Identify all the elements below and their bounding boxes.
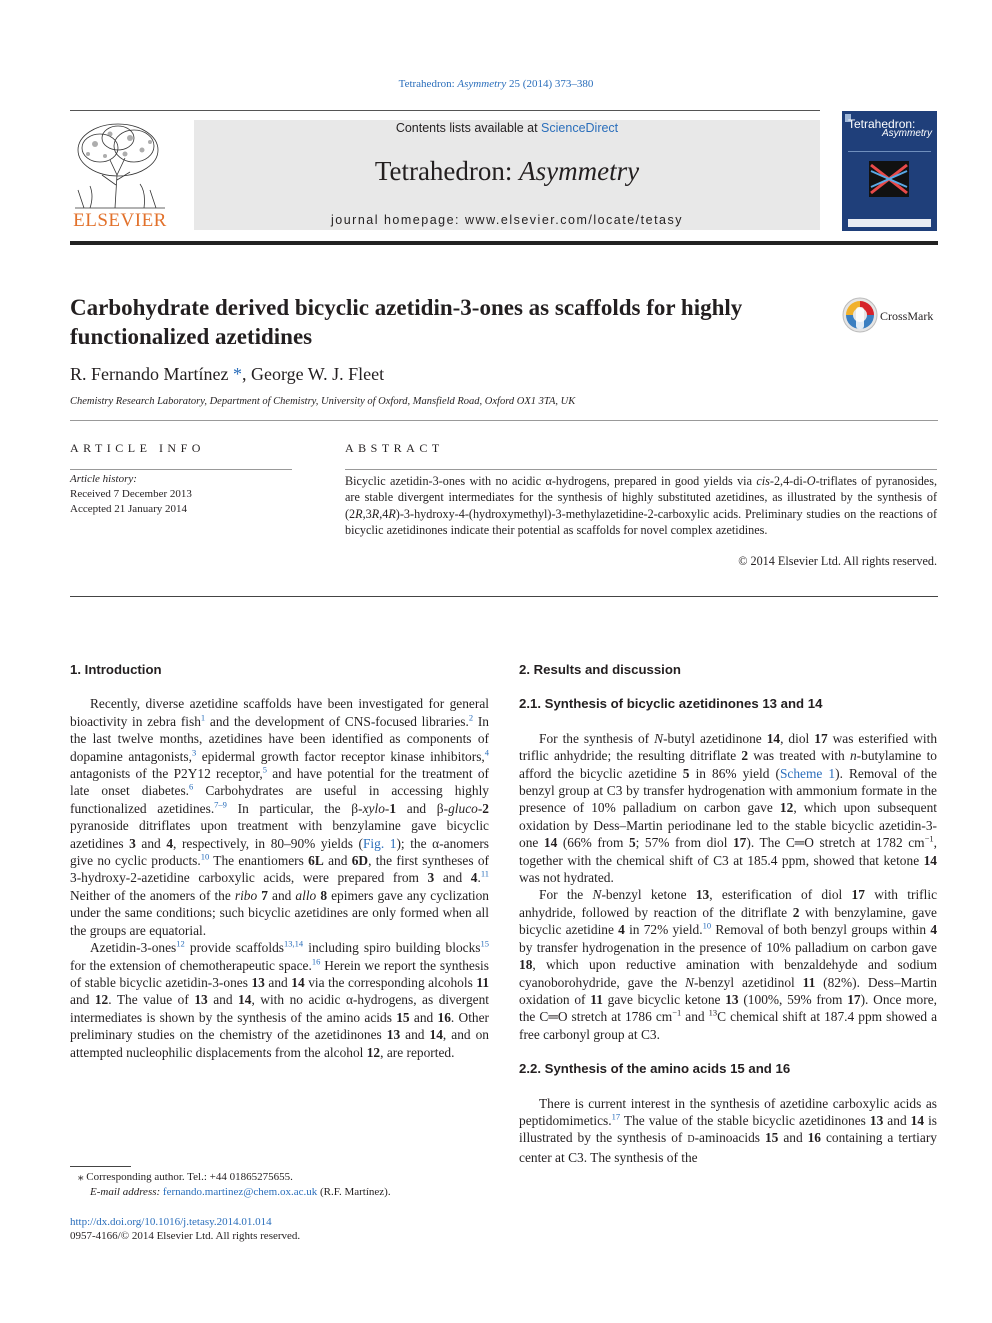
ref-link[interactable]: 6 xyxy=(189,781,194,792)
subsection-2-2-heading: 2.2. Synthesis of the amino acids 15 and 16 xyxy=(519,1061,791,1077)
article-info-heading: ARTICLE INFO xyxy=(70,441,205,455)
author-2[interactable]: George W. J. Fleet xyxy=(250,364,385,384)
article-title: Carbohydrate derived bicyclic azetidin-3-ones as scaffolds for highly functionalized azetidines xyxy=(70,295,743,349)
intro-paragraph-2: Azetidin-3-ones$^{12}$ provide scaffolds$^{13,14}$ including spiro building blocks$^{15}$ for the extension of chemotherapeutic space.$^{16}$ Herein we report the synthesis of stable bicyclic azetidin-3-ones 13 and 14 via the corresponding alcohols 11 and 12. The value of 13 and 14, with no acidic α-hydrogens, as divergent intermediates is shown by the synthesis of the amino acids 15 and 16. Other preliminary studies on the chemistry of the azetidinones 13 and 14, and on attempted nucleophilic displacements from the alcohol 12, are reported. xyxy=(70,938,490,1060)
issn-line: 0957-4166/© 2014 Elsevier Ltd. All rights reserved. xyxy=(70,1230,301,1242)
intro-heading: 1. Introduction xyxy=(70,662,162,677)
ref-link[interactable]: 4 xyxy=(484,747,489,758)
sciencedirect-link[interactable]: ScienceDirect xyxy=(541,121,619,135)
ref-link[interactable]: 7–9 xyxy=(214,799,227,810)
elsevier-wordmark[interactable]: ELSEVIER xyxy=(73,210,167,231)
figure-link[interactable]: Fig. 1 xyxy=(362,835,397,851)
ref-link[interactable]: 10 xyxy=(702,920,712,931)
crossmark-label[interactable]: CrossMark xyxy=(880,309,934,323)
footnote-corresponding: ⁎ Corresponding author. Tel.: +44 01865275655. xyxy=(78,1171,293,1183)
ref-link[interactable]: 12 xyxy=(176,938,185,949)
authors: R. Fernando Martínez *, George W. J. Fleet xyxy=(70,364,385,384)
ref-link[interactable]: 15 xyxy=(480,938,489,949)
results-paragraph-1: For the synthesis of N-butyl azetidinone 14, diol 17 was esterified with triflic anhydride; the resulting ditriflate 2 was treated with n-butylamine to afford the bicyclic azetidine 5 in 86% yield (Scheme 1). Removal of the benzyl group at C3 by transfer hydrogenation with ammonium formate in the presence of 10% palladium on carbon gave 12, which upon subsequent oxidation by Dess–Martin periodinane led to the stable bicyclic azetidin-3-one 14 (66% from 5; 57% from diol 17). The C═O stretch at 1782 $cm^{-1}$, together with the chemical shift of C3 at 185.4 ppm, showed that ketone 14 was not hydrated. xyxy=(519,730,938,886)
accepted-date: Accepted 21 January 2014 xyxy=(70,503,187,515)
abstract-bottom-rule xyxy=(70,596,938,597)
author-1[interactable]: R. Fernando Martínez xyxy=(70,364,229,384)
right-column xyxy=(519,661,937,1166)
history-label: Article history: xyxy=(70,473,137,485)
ref-link[interactable]: 16 xyxy=(311,956,321,967)
received-date: Received 7 December 2013 xyxy=(70,488,192,500)
intro-paragraph-1: Recently, diverse azetidine scaffolds have been investigated for general bioactivity in zebra fish$^1$ and the development of CNS-focused libraries.$^2$ In the last twelve months, azetidines have been identified as components of dopamine antagonists,$^3$ epidermal growth factor receptor kinase inhibitors,$^4$ antagonists of the P2Y12 receptor,$^5$ and have potential for the treatment of late onset diabetes.$^6$ Carbohydrates are useful in accessing highly functionalized azetidines.$^{7-9}$ In particular, the β-xylo-1 and β-gluco-2 pyranoside ditriflates upon treatment with benzylamine gave bicyclic azetidines 3 and 4, respectively, in 80–90% yields (Fig. 1); the α-anomers give no cyclic products.$^{10}$ The enantiomers 6L and 6D, the first syntheses of 3-hydroxy-2-azetidine carboxylic acids, were prepared from 3 and 4.11 Neither of the anomers of the ribo 7 and allo 8 epimers gave any cyclization under the same conditions; such bicyclic azetidines are only formed when all the groups are equatorial. xyxy=(70,696,489,938)
header-rule-bottom xyxy=(70,241,938,245)
ref-link[interactable]: 10 xyxy=(200,851,210,862)
scheme-link[interactable]: Scheme 1 xyxy=(779,765,836,781)
footnote-rule xyxy=(70,1166,131,1167)
abstract-copyright: © 2014 Elsevier Ltd. All rights reserved. xyxy=(738,554,937,568)
footnote-email: E-mail address: fernando.martinez@chem.ox.ac.uk (R.F. Martínez). xyxy=(90,1186,391,1198)
article-info-rule xyxy=(70,469,292,470)
cover-subtitle: Asymmetry xyxy=(882,128,932,139)
journal-homepage: journal homepage: www.elsevier.com/locate/tetasy xyxy=(330,213,684,227)
ref-link[interactable]: 17 xyxy=(611,1111,621,1122)
abstract-text: Bicyclic azetidin-3-ones with no acidic α-hydrogens, prepared in good yields via cis-2,4-di-O-triflates of pyranosides, are stable divergent intermediates for the synthesis of highly substituted azetidines, as illustrated by the synthesis of (2R,3R,4R)-3-hydroxy-4-(hydroxymethyl)-3-methylazetidine-2-carboxylic acids. Preliminary studies on the reactions of bicyclic azetidinones indicate their potential as scaffolds for novel complex azetidines. xyxy=(345,474,938,537)
contents-line: Contents lists available at ScienceDirect xyxy=(395,121,619,135)
journal-citation[interactable]: Tetrahedron: Asymmetry 25 (2014) 373–380 xyxy=(398,78,594,90)
journal-title: Tetrahedron: Asymmetry xyxy=(374,156,640,186)
journal-homepage-link[interactable]: www.elsevier.com/locate/tetasy xyxy=(465,213,684,227)
cover-title: Tetrahedron: xyxy=(848,117,916,131)
subsection-2-1-heading: 2.1. Synthesis of bicyclic azetidinones 13 and 14 xyxy=(519,696,823,712)
doi-link[interactable]: http://dx.doi.org/10.1016/j.tetasy.2014.01.014 xyxy=(70,1216,272,1228)
results-paragraph-3: There is current interest in the synthesis of azetidine carboxylic acids as peptidomimetics.$^{17}$ The value of the stable bicyclic azetidinones 13 and 14 is illustrated by the synthesis of D-aminoacids 15 and 16 containing a tertiary center at C3. The synthesis of the xyxy=(519,1095,937,1165)
abstract-rule xyxy=(345,469,937,470)
abstract-heading: ABSTRACT xyxy=(345,441,444,455)
results-heading: 2. Results and discussion xyxy=(519,662,681,677)
ref-link[interactable]: 1 xyxy=(200,712,206,723)
affiliation: Chemistry Research Laboratory, Department of Chemistry, University of Oxford, Mansfield Road, Oxford OX1 3TA, UK xyxy=(70,396,576,407)
author-email-link[interactable]: fernando.martinez@chem.ox.ac.uk xyxy=(162,1186,318,1198)
crossmark-icon[interactable] xyxy=(842,297,878,333)
ref-link[interactable]: 5 xyxy=(262,764,267,775)
left-column xyxy=(70,661,489,1061)
title-rule xyxy=(70,420,938,421)
ref-link[interactable]: 3 xyxy=(191,747,197,758)
header-rule-top xyxy=(70,110,820,111)
corresponding-author-mark[interactable]: * xyxy=(232,364,242,384)
ref-link[interactable]: 13,14 xyxy=(284,938,304,949)
ref-link[interactable]: 2 xyxy=(468,712,474,723)
results-paragraph-2: For the N-benzyl ketone 13, esterification of diol 17 with triflic anhydride, followed by reaction of the ditriflate 2 with benzylamine, gave bicyclic azetidine 4 in 72% yield.$^{10}$ Removal of both benzyl groups within 4 by transfer hydrogenation in the presence of 10% palladium on carbon gave 18, which upon reductive amination with benzaldehyde and sodium cyanoborohydride, gave the N-benzyl azetidinol 11 (82%). Dess–Martin oxidation of 11 gave bicyclic ketone 13 (100%, 59% from 17). Once more, the C═O stretch at 1786 $cm^{-1}$ and $^{13}$C chemical shift at 187.4 ppm showed a free carbonyl group at C3. xyxy=(519,887,938,1042)
ref-link[interactable]: 11 xyxy=(480,869,489,879)
